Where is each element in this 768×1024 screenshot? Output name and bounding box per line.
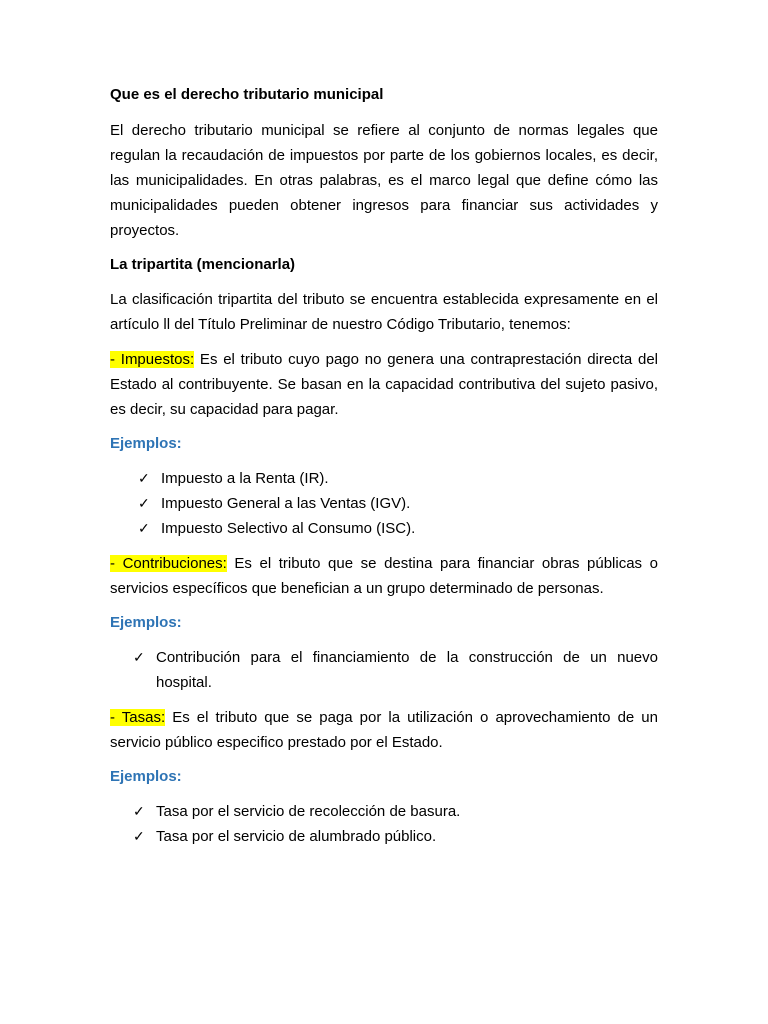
check-icon: ✓ <box>138 470 150 486</box>
impuestos-highlight-label: - Impuestos: <box>110 351 195 368</box>
list-item <box>110 824 658 849</box>
tasas-examples-list <box>110 799 658 849</box>
list-item <box>110 491 658 516</box>
impuestos-definition: Es el tributo cuyo pago no genera una contraprestación directa del Estado al contribuyente. Se basan en la capacidad contributiva del sujeto pasivo, es decir, su capacidad para pagar. <box>110 351 659 418</box>
list-item-text: Tasa por el servicio de alumbrado público. <box>156 828 437 845</box>
tasas-highlight-label: - Tasas: <box>110 709 166 726</box>
section-subtitle: La tripartita (mencionarla) <box>110 256 296 273</box>
impuestos-examples-list <box>110 466 658 541</box>
tasas-examples-label: Ejemplos: <box>110 768 182 785</box>
list-item <box>110 645 658 695</box>
tripartita-paragraph: La clasificación tripartita del tributo se encuentra establecida expresamente en el artículo ll del Título Preliminar de nuestro Código Tributario, tenemos: <box>110 291 658 333</box>
list-item-text: Tasa por el servicio de recolección de basura. <box>156 803 461 820</box>
document-title: Que es el derecho tributario municipal <box>110 86 384 103</box>
contribuciones-examples-label: Ejemplos: <box>110 614 182 631</box>
list-item-text: Contribución para el financiamiento de la construcción de un nuevo hospital. <box>156 649 658 691</box>
contribuciones-highlight-label: - Contribuciones: <box>110 555 227 572</box>
intro-paragraph: El derecho tributario municipal se refiere al conjunto de normas legales que regulan la recaudación de impuestos por parte de los gobiernos locales, es decir, las municipalidades. En otras palabras, es el marco legal que define cómo las municipalidades pueden obtener ingresos para financiar sus actividades y proyectos. <box>110 122 658 239</box>
list-item-text: Impuesto General a las Ventas (IGV). <box>161 495 411 512</box>
list-item <box>110 516 658 541</box>
check-icon: ✓ <box>133 828 145 844</box>
list-item <box>110 466 658 491</box>
list-item <box>110 799 658 824</box>
tasas-definition: Es el tributo que se paga por la utilización o aprovechamiento de un servicio público especifico prestado por el Estado. <box>110 709 658 751</box>
list-item-text: Impuesto a la Renta (IR). <box>161 470 329 487</box>
contribuciones-definition: Es el tributo que se destina para financiar obras públicas o servicios específicos que benefician a un grupo determinado de personas. <box>110 555 658 597</box>
check-icon: ✓ <box>138 495 150 511</box>
impuestos-paragraph <box>110 347 658 422</box>
check-icon: ✓ <box>138 520 150 536</box>
check-icon: ✓ <box>133 649 145 665</box>
impuestos-examples-label: Ejemplos: <box>110 435 182 452</box>
check-icon: ✓ <box>133 803 145 819</box>
tasas-paragraph <box>110 705 658 755</box>
contribuciones-paragraph <box>110 551 658 601</box>
document-page <box>110 82 658 849</box>
list-item-text: Impuesto Selectivo al Consumo (ISC). <box>161 520 416 537</box>
contribuciones-examples-list <box>110 645 658 695</box>
